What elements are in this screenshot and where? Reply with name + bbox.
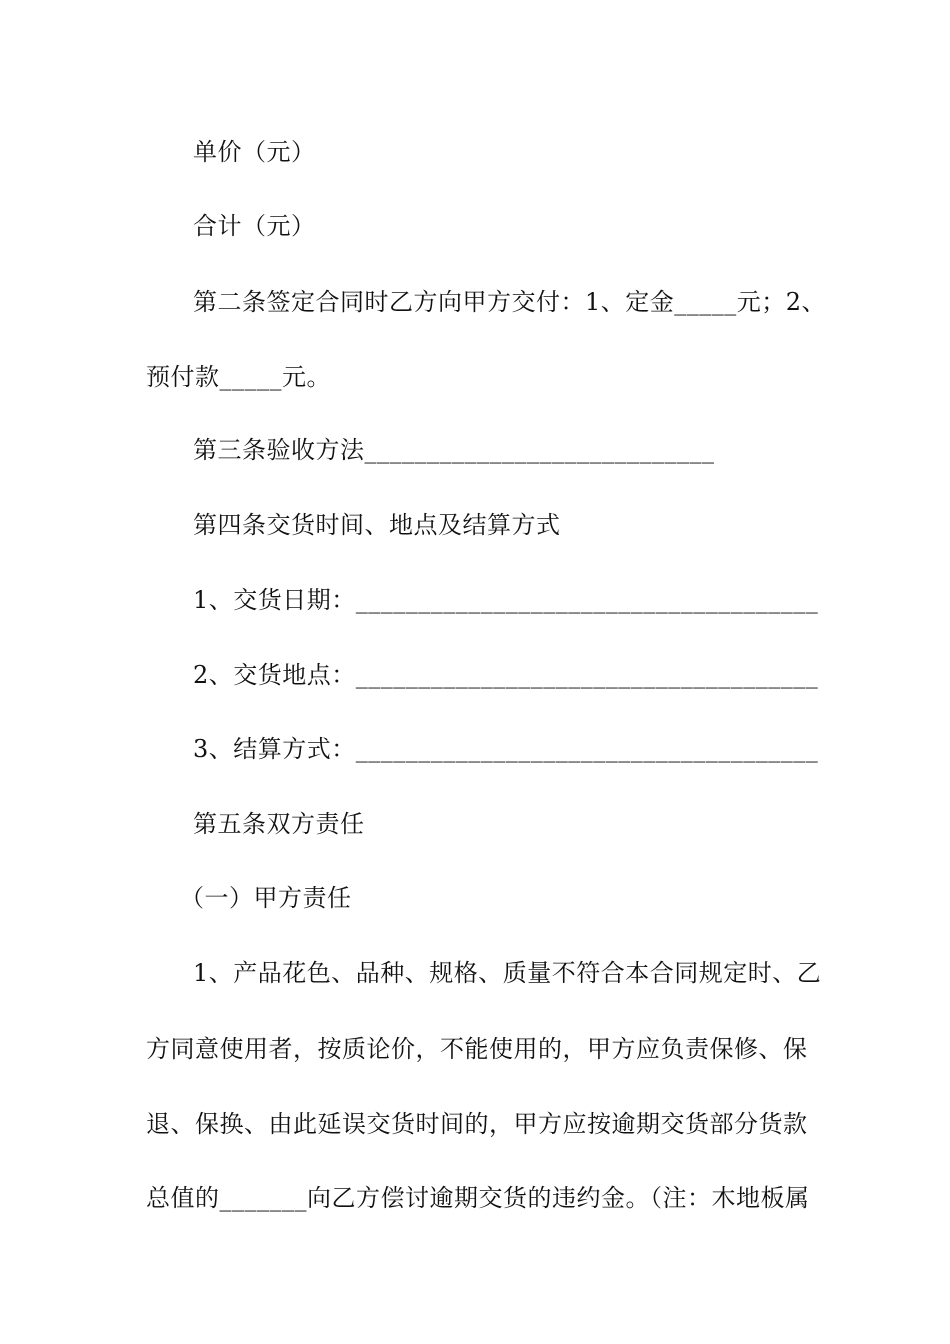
duty-1-line-2: 方同意使用者，按质论价，不能使用的，甲方应负责保修、保: [146, 1035, 808, 1063]
article-3-inspection: 第三条验收方法____________________________: [193, 436, 715, 464]
article-2-line-2: 预付款_____元。: [146, 363, 331, 391]
duty-1-line-3: 退、保换、由此延误交货时间的，甲方应按逾期交货部分货款: [146, 1110, 808, 1138]
line-unit-price: 单价（元）: [193, 138, 316, 166]
line-total: 合计（元）: [193, 212, 316, 240]
article-5-heading: 第五条双方责任: [193, 810, 365, 838]
delivery-date-line: 1、交货日期：_____________________________________: [193, 586, 819, 614]
settlement-method-line: 3、结算方式：_____________________________________: [193, 735, 819, 763]
duty-1-line-1: 1、产品花色、品种、规格、质量不符合本合同规定时、乙: [193, 959, 822, 987]
party-a-duties-heading: （一）甲方责任: [180, 884, 352, 912]
article-4-heading: 第四条交货时间、地点及结算方式: [193, 511, 561, 539]
article-2-line-1: 第二条签定合同时乙方向甲方交付：1、定金_____元；2、: [193, 288, 827, 316]
duty-1-line-4: 总值的_______向乙方偿讨逾期交货的违约金。（注：木地板属: [146, 1184, 810, 1212]
delivery-place-line: 2、交货地点：_____________________________________: [193, 661, 819, 689]
